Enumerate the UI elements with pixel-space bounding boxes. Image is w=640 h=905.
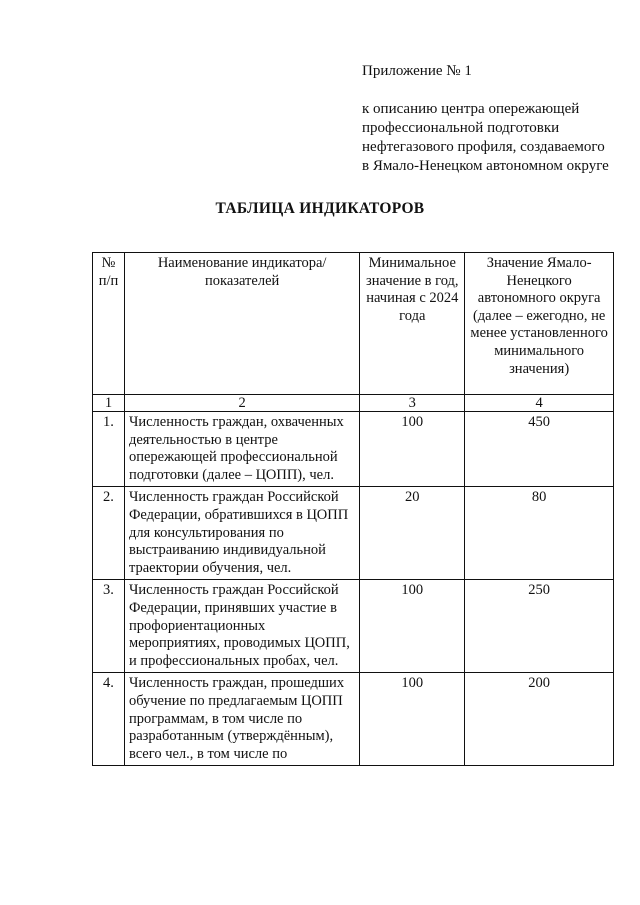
indicators-table: [92, 252, 614, 766]
index-cell: 3: [360, 395, 465, 412]
appendix-title: Приложение № 1: [362, 63, 472, 79]
row-region-value: 250: [465, 580, 614, 673]
index-cell: 2: [124, 395, 359, 412]
row-minimum-value: 100: [360, 580, 465, 673]
row-indicator-name: Численность граждан Российской Федерации, принявших участие в профориентационных мероприятиях, проводимых ЦОПП, и профессиональных пробах, чел.: [124, 580, 359, 673]
appendix-line-4: в Ямало-Ненецком автономном округе: [362, 158, 609, 174]
index-cell: 1: [93, 395, 125, 412]
table-index-row: [93, 395, 614, 412]
row-region-value: 450: [465, 412, 614, 487]
row-number: 1.: [93, 412, 125, 487]
document-heading: ТАБЛИЦА ИНДИКАТОРОВ: [215, 200, 425, 217]
row-indicator-name: Численность граждан, прошедших обучение по предлагаемым ЦОПП программам, в том числе по разработанным (утверждённым), всего чел., в том числе по: [124, 673, 359, 766]
appendix-line-2: профессиональной подготовки: [362, 120, 560, 136]
header-region-value: Значение Ямало-Ненецкого автономного округа (далее – ежегодно, не менее установленного минимального значения): [465, 253, 614, 395]
row-number: 3.: [93, 580, 125, 673]
header-number: № п/п: [93, 253, 125, 395]
table-row: [93, 487, 614, 580]
appendix-block: [362, 62, 609, 176]
row-indicator-name: Численность граждан Российской Федерации, обратившихся в ЦОПП для консультирования по выстраиванию индивидуальной траектории обучения, чел.: [124, 487, 359, 580]
table-row: [93, 580, 614, 673]
appendix-line-3: нефтегазового профиля, создаваемого: [362, 139, 605, 155]
table-row: [93, 673, 614, 766]
index-cell: 4: [465, 395, 614, 412]
row-indicator-name: Численность граждан, охваченных деятельностью в центре опережающей профессиональной подготовки (далее – ЦОПП), чел.: [124, 412, 359, 487]
table-row: [93, 412, 614, 487]
header-indicator-name: Наименование индикатора/ показателей: [124, 253, 359, 395]
header-minimum-value: Минимальное значение в год, начиная с 2024 года: [360, 253, 465, 395]
row-region-value: 200: [465, 673, 614, 766]
row-minimum-value: 100: [360, 412, 465, 487]
row-minimum-value: 20: [360, 487, 465, 580]
row-minimum-value: 100: [360, 673, 465, 766]
row-region-value: 80: [465, 487, 614, 580]
row-number: 4.: [93, 673, 125, 766]
appendix-line-1: к описанию центра опережающей: [362, 101, 580, 117]
row-number: 2.: [93, 487, 125, 580]
table-header-row: [93, 253, 614, 395]
